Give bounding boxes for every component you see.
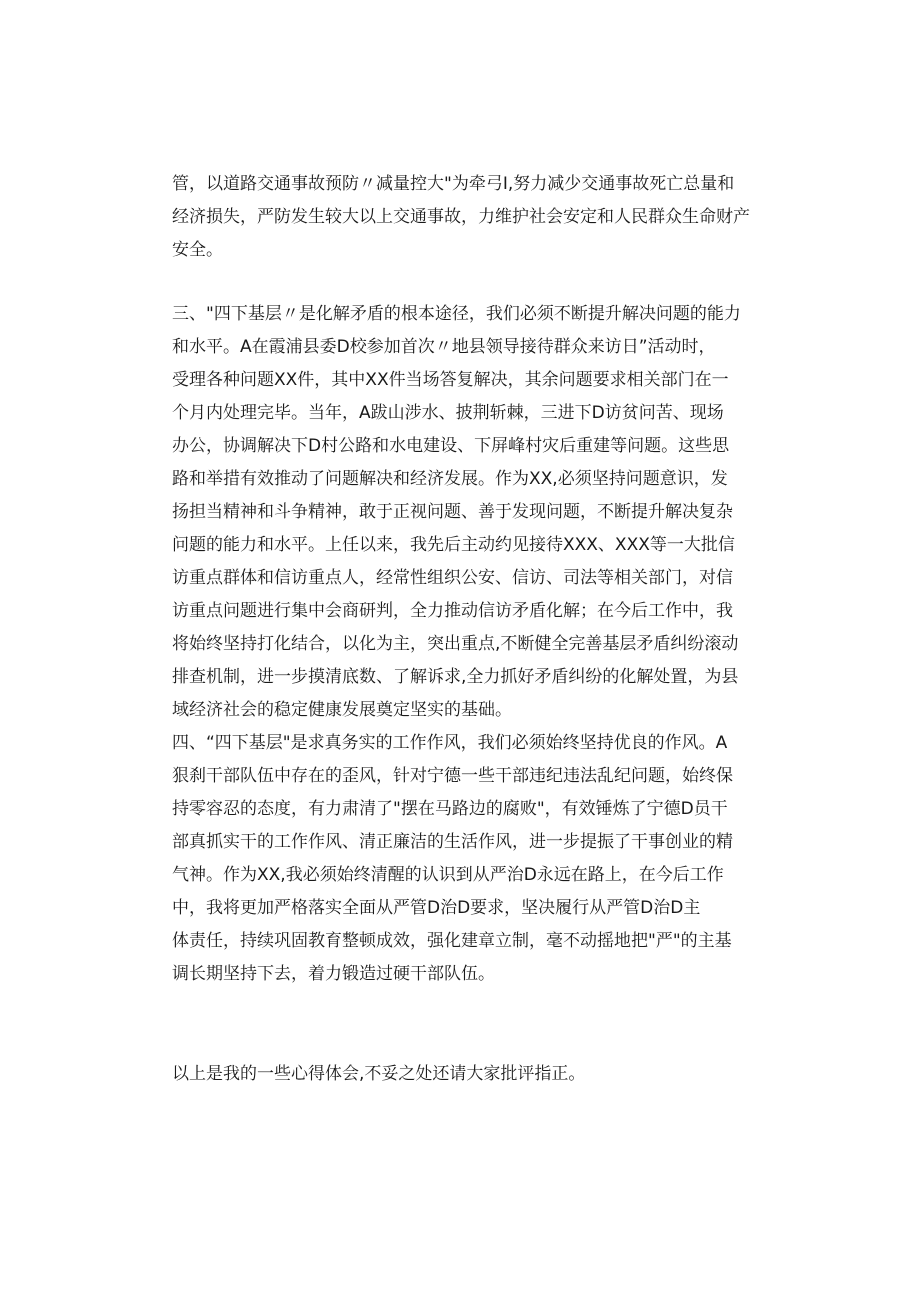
- text-line: 办公，协调解决下D村公路和水电建设、下屏峰村灾后重建等问题。这些思: [172, 436, 730, 456]
- text-line: 访重点群体和信访重点人，经常性组织公安、信访、司法等相关部门，对信: [172, 568, 733, 588]
- text-line: 调长期坚持下去，着力锻造过硬干部队伍。: [172, 964, 495, 984]
- text-line: 四、“四下基层"是求真务实的工作作风，我们必须始终坚持优良的作风。A: [172, 733, 728, 753]
- text-line: 管，以道路交通事故预防〃减量控大"为牵弓I,努力减少交通事故死亡总量和: [172, 174, 735, 194]
- text-line: 域经济社会的稳定健康发展奠定坚实的基础。: [172, 700, 512, 720]
- text-line: 三、"四下基层〃是化解矛盾的根本途径，我们必须不断提升解决问题的能力: [172, 304, 741, 324]
- text-line: 经济损失，严防发生较大以上交通事故，力维护社会安定和人民群众生命财产: [172, 207, 750, 227]
- text-line: 狠刹干部队伍中存在的歪风，针对宁德一些干部违纪违法乱纪问题，始终保: [172, 766, 733, 786]
- text-line: 气神。作为XX,我必须始终清醒的认识到从严治D永远在路上，在今后工作: [172, 865, 724, 885]
- text-line: 部真抓实干的工作作风、清正廉洁的生活作风，进一步提振了干事创业的精: [172, 832, 733, 852]
- text-line: 和水平。A在霞浦县委D校参加首次〃地县领导接待群众来访日”活动时，: [172, 337, 716, 357]
- paragraph-traffic-safety: [172, 168, 752, 267]
- text-line: 持零容忍的态度，有力肃清了"摆在马路边的腐败"，有效锤炼了宁德D员干: [172, 799, 728, 819]
- text-line: 以上是我的一些心得体会,不妥之处还请大家批评指正。: [172, 1064, 586, 1084]
- text-line: 访重点问题进行集中会商研判，全力推动信访矛盾化解；在今后工作中，我: [172, 601, 733, 621]
- text-line: 体责任，持续巩固教育整顿成效，强化建章立制，毫不动摇地把"严"的主基: [172, 931, 732, 951]
- paragraph-section-three: [172, 298, 752, 727]
- text-line: 中，我将更加严格落实全面从严管D治D要求，坚决履行从严管D治D主: [172, 898, 701, 918]
- text-line: 问题的能力和水平。上任以来，我先后主动约见接待XXX、XXX等一大批信: [172, 535, 735, 555]
- text-line: 将始终坚持打化结合，以化为主，突出重点,不断健全完善基层矛盾纠纷滚动: [172, 634, 739, 654]
- paragraph-closing: [172, 1058, 752, 1091]
- text-line: 路和举措有效推动了问题解决和经济发展。作为XX,必须坚持问题意识，发: [172, 469, 728, 489]
- paragraph-section-four: [172, 727, 752, 991]
- text-line: 扬担当精神和斗争精神，敢于正视问题、善于发现问题，不断提升解决复杂: [172, 502, 733, 522]
- text-line: 受理各种问题XX件，其中XX件当场答复解决，其余问题要求相关部门在一: [172, 370, 729, 390]
- text-line: 个月内处理完毕。当年，A跋山涉水、披荆斩棘，三进下D访贫问苦、现场: [172, 403, 724, 423]
- text-line: 安全。: [172, 240, 223, 260]
- text-line: 排查机制，进一步摸清底数、了解诉求,全力抓好矛盾纠纷的化解处置，为县: [172, 667, 739, 687]
